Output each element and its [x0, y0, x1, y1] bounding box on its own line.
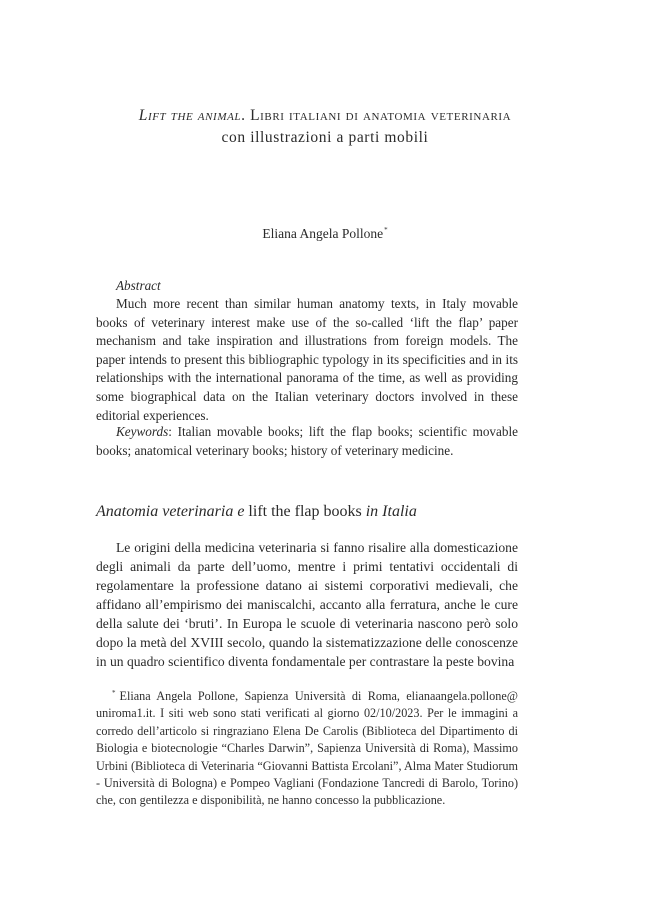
paper-title-line-1: [40, 105, 610, 127]
title-separator: .: [241, 107, 251, 124]
section-heading-part-1: Anatomia veterinaria e: [96, 503, 245, 520]
abstract-text: Much more recent than similar human anatomy texts, in Italy movable books of veterinary interest make use of the so-called ‘lift the flap’ paper mechanism and take inspiration and illustrations from foreign models. The paper intends to present this bibliographic typology in its specificities and in its relationships with the international panorama of the time, as well as providing some biographical data on the Italian veterinary doctors involved in these editorial experiences.: [96, 296, 518, 423]
author-line: [0, 226, 650, 242]
footnote-marker: *: [112, 689, 116, 697]
body-paragraph: Le origini della medicina veterinaria si fanno risalire alla domesticazione degli animali da parte dell’uomo, mentre i primi tentativi occidentali di regolamentare la professione datano ai sistemi corporativi medievali, che affidano all’empirismo dei maniscalchi, accanto alla ferratura, anche le cure della salute dei ‘bruti’. In Europa le scuole di veterinaria nascono però solo dopo la metà del XVIII secolo, quando la sistematizzazione delle conoscenze in un quadro scientifico diventa fondamentale per contrastare la peste bovina: [96, 540, 518, 669]
keywords-separator: :: [168, 424, 178, 439]
keywords-label: Keywords: [116, 424, 169, 439]
author-name: Eliana Angela Pollone: [262, 226, 384, 241]
keywords-text: Italian movable books; lift the flap books; scientific movable books; anatomical veterinary books; history of veterinary medicine.: [96, 424, 518, 458]
section-heading-part-2: lift the flap books: [244, 503, 366, 520]
footnote-text: Eliana Angela Pollone, Sapienza Università di Roma, elianaangela.pollone@ uniroma1.it. I siti web sono stati verificati al giorno 02/10/2023. Per le immagini a corredo dell’articolo si ringraziano Elena De Carolis (Biblioteca del Dipartimento di Biologia e biotecnologie “Charles Darwin”, Sapienza Università di Roma), Massimo Urbini (Biblioteca di Veterinaria “Giovanni Battista Ercolani”, Alma Mater Studiorum - Università di Bologna) e Pompeo Vagliani (Fondazione Tancredi di Barolo, Torino) che, con gentilezza e disponibilità, ne hanno concesso la pubblicazione.: [96, 689, 518, 808]
title-rest: Libri italiani di anatomia veterinaria: [250, 107, 512, 124]
title-italic-part: Lift the animal: [138, 107, 242, 124]
section-heading-part-3: in Italia: [365, 503, 417, 520]
footnote: [96, 685, 518, 810]
paper-title-line-2: con illustrazioni a parti mobili: [221, 129, 429, 146]
keywords-paragraph: [96, 423, 518, 460]
section-heading: [96, 503, 417, 521]
author-footnote-marker: *: [384, 226, 388, 234]
abstract-label: Abstract: [116, 278, 161, 293]
